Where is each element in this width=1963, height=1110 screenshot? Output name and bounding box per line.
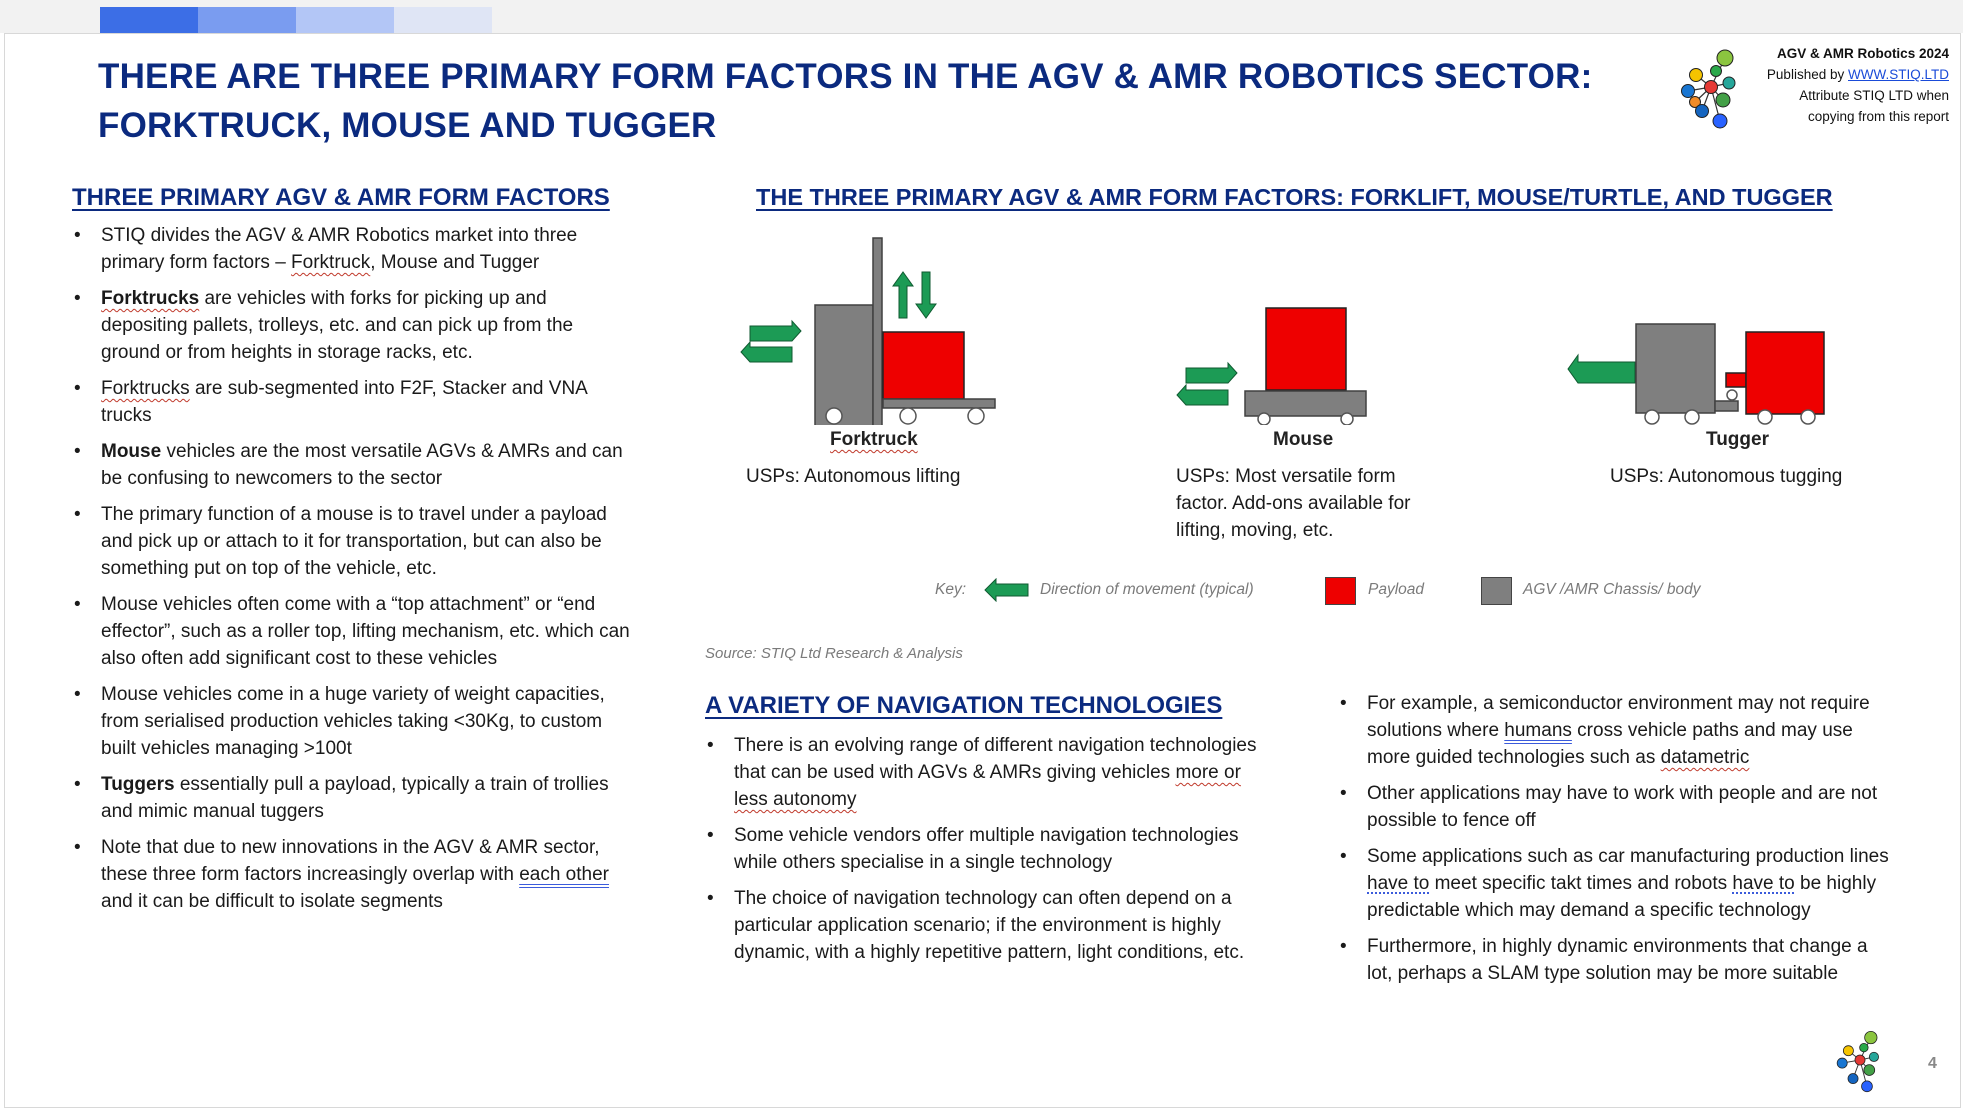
mouse-usp: USPs: Most versatile form factor. Add-ons available for lifting, moving, etc.	[1176, 466, 1411, 541]
list-item: • Furthermore, in highly dynamic environments that change a lot, perhaps a SLAM type solution may be more suitable	[1338, 933, 1898, 987]
tugger-label: Tugger	[1706, 429, 1769, 450]
forktruck-label: Forktruck	[830, 429, 918, 450]
payload-swatch	[1325, 577, 1356, 605]
list-item: • There is an evolving range of different navigation technologies that can be used with AGVs & AMRs giving vehicles more or less autonomy	[705, 732, 1275, 813]
report-title: AGV & AMR Robotics 2024	[1776, 46, 1949, 61]
forktruck-illustration	[741, 238, 995, 425]
tugger-usp: USPs: Autonomous tugging	[1610, 466, 1843, 487]
key-chassis: AGV /AMR Chassis/ body	[1523, 581, 1701, 598]
page-title: THERE ARE THREE PRIMARY FORM FACTORS IN THE AGV & AMR ROBOTICS SECTOR: FORKTRUCK, MOUSE AND TUGGER	[98, 57, 1593, 145]
stiq-link[interactable]: WWW.STIQ.LTD	[1848, 67, 1949, 82]
list-item: • For example, a semiconductor environment may not require solutions where humans cross vehicle paths and may use more guided technologies such as datametric	[1338, 690, 1898, 771]
forktruck-forks	[883, 399, 995, 408]
footer-molecule-logo-icon	[1836, 1025, 1884, 1095]
forktruck-usp: USPs: Autonomous lifting	[746, 466, 961, 487]
source-note: Source: STIQ Ltd Research & Analysis	[705, 645, 963, 662]
form-factors-list	[72, 222, 632, 924]
forktruck-mast	[873, 238, 882, 425]
arrow-left-icon	[1177, 385, 1228, 405]
list-item: • Mouse vehicles often come with a “top attachment” or “end effector”, such as a roller top, lifting mechanism, etc. which can also often add significant cost to these vehicles	[72, 591, 632, 672]
arrow-right-icon	[750, 321, 801, 341]
mouse-illustration	[1177, 308, 1366, 425]
nav-tech-list-right	[1338, 690, 1898, 996]
forktruck-chassis	[815, 305, 873, 425]
slide-top-bar	[0, 0, 1963, 33]
published-by: Published by WWW.STIQ.LTD	[1766, 67, 1949, 82]
mouse-payload	[1266, 308, 1346, 390]
list-item: • Forktrucks are sub-segmented into F2F, Stacker and VNA trucks	[72, 375, 632, 429]
list-item: • The choice of navigation technology can often depend on a particular application scenario; if the environment is highly dynamic, with a highly repetitive pattern, light conditions, etc.	[705, 885, 1275, 966]
list-item: • Note that due to new innovations in the AGV & AMR sector, these three form factors increasingly overlap with each other and it can be difficult to isolate segments	[72, 834, 632, 915]
list-item: • The primary function of a mouse is to travel under a payload and pick up or attach to it for transportation, but can also be something put on top of the vehicle, etc.	[72, 501, 632, 582]
attribution-line-1: Attribute STIQ LTD when	[1799, 88, 1949, 103]
list-item: • Tuggers essentially pull a payload, typically a train of trollies and mimic manual tuggers	[72, 771, 632, 825]
arrow-left-icon	[1568, 355, 1635, 383]
tugger-hitch	[1715, 401, 1738, 411]
mouse-label: Mouse	[1273, 429, 1334, 450]
key-label: Key:	[935, 581, 967, 598]
molecule-logo-icon	[1680, 45, 1742, 129]
list-item: • Other applications may have to work with people and are not possible to fence off	[1338, 780, 1898, 834]
key-direction: Direction of movement (typical)	[1040, 581, 1254, 598]
publisher-info	[1767, 43, 1949, 127]
arrow-left-icon	[741, 342, 792, 362]
forktruck-payload	[883, 332, 964, 399]
arrow-down-icon	[916, 272, 936, 318]
mouse-chassis	[1245, 391, 1366, 416]
list-item: • Forktrucks are vehicles with forks for picking up and depositing pallets, trolleys, etc. and can pick up from the ground or from heights in storage racks, etc.	[72, 285, 632, 366]
tugger-illustration	[1568, 324, 1824, 424]
list-item: • Mouse vehicles are the most versatile AGVs & AMRs and can be confusing to newcomers to the sector	[72, 438, 632, 492]
progress-tab-1	[100, 7, 198, 33]
list-item: • Some applications such as car manufacturing production lines have to meet specific takt times and robots have to be highly predictable which may demand a specific technology	[1338, 843, 1898, 924]
list-item: • Mouse vehicles come in a huge variety of weight capacities, from serialised production vehicles taking <30Kg, to custom built vehicles managing >100t	[72, 681, 632, 762]
nav-tech-list	[705, 732, 1275, 975]
attribution-line-2: copying from this report	[1807, 109, 1949, 124]
nav-tech-heading: A VARIETY OF NAVIGATION TECHNOLOGIES	[705, 692, 1223, 719]
tugger-chassis	[1636, 324, 1715, 413]
tugger-payload	[1746, 332, 1824, 414]
chassis-swatch	[1481, 577, 1512, 605]
progress-tab-3	[296, 7, 394, 33]
arrow-up-icon	[893, 272, 913, 318]
list-item: • Some vehicle vendors offer multiple navigation technologies while others specialise in a single technology	[705, 822, 1275, 876]
key-payload: Payload	[1368, 581, 1425, 598]
arrow-right-icon	[1186, 363, 1237, 383]
tugger-coupler	[1726, 373, 1746, 387]
progress-tab-2	[198, 7, 296, 33]
form-factor-illustrations	[730, 225, 1860, 425]
diagram-heading: THE THREE PRIMARY AGV & AMR FORM FACTORS: FORKLIFT, MOUSE/TURTLE, AND TUGGER	[756, 184, 1833, 210]
page-number: 4	[1928, 1055, 1937, 1072]
progress-tab-4	[394, 7, 492, 33]
list-item: • STIQ divides the AGV & AMR Robotics market into three primary form factors – Forktruck, Mouse and Tugger	[72, 222, 632, 276]
form-factors-heading: THREE PRIMARY AGV & AMR FORM FACTORS	[72, 184, 610, 211]
direction-arrow-icon	[982, 578, 1032, 602]
